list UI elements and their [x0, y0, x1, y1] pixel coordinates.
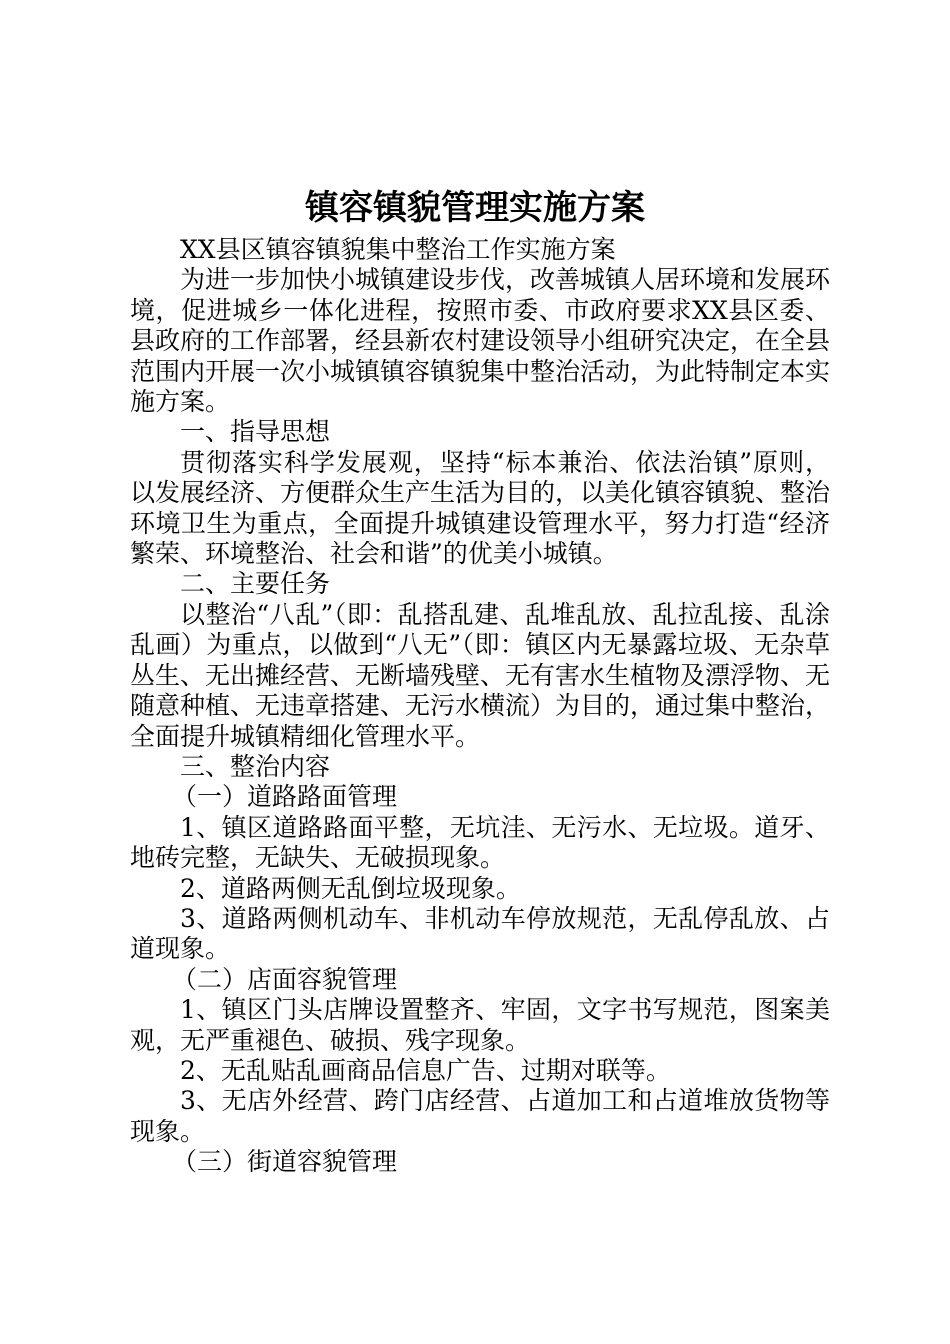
- subsection-street-management: （三）街道容貌管理: [172, 1147, 398, 1177]
- storefront-item-1: 1、镇区门头店牌设置整齐、牢固，文字书写规范，图案美观，无严重褪色、破损、残字现象。: [130, 995, 830, 1055]
- subsection-road-management: （一）道路路面管理: [172, 782, 398, 812]
- main-tasks-paragraph: 以整治“八乱”（即：乱搭乱建、乱堆乱放、乱拉乱接、乱涂乱画）为重点，以做到“八无”（即：镇区内无暴露垃圾、无杂草丛生、无出摊经营、无断墙残壁、无有害水生植物及漂浮物、无随意种植、无违章搭建、无污水横流）为目的，通过集中整治，全面提升城镇精细化管理水平。: [130, 599, 831, 751]
- section-heading-content: 三、整治内容: [180, 751, 331, 781]
- storefront-item-2: 2、无乱贴乱画商品信息广告、过期对联等。: [180, 1055, 671, 1085]
- document-title: 镇容镇貌管理实施方案: [305, 188, 645, 228]
- subsection-storefront-management: （二）店面容貌管理: [172, 964, 398, 994]
- intro-paragraph: 为进一步加快小城镇建设步伐，改善城镇人居环境和发展环境，促进城乡一体化进程，按照市委、市政府要求XX县区委、县政府的工作部署，经县新农村建设领导小组研究决定，在全县范围内开展一次小城镇镇容镇貌集中整治活动，为此特制定本实施方案。: [130, 265, 831, 417]
- subtitle-paragraph: XX县区镇容镇貌集中整治工作实施方案: [180, 235, 616, 264]
- guiding-thought-paragraph: 贯彻落实科学发展观，坚持“标本兼治、依法治镇”原则，以发展经济、方便群众生产生活为目的，以美化镇容镇貌、整治环境卫生为重点，全面提升城镇建设管理水平，努力打造“经济繁荣、环境整治、社会和谐”的优美小城镇。: [130, 447, 831, 569]
- section-heading-guiding-thought: 一、指导思想: [180, 417, 331, 447]
- storefront-item-3: 3、无店外经营、跨门店经营、占道加工和占道堆放货物等现象。: [130, 1086, 830, 1146]
- document-body: [130, 235, 830, 1178]
- section-heading-main-tasks: 二、主要任务: [180, 569, 331, 599]
- road-item-2: 2、道路两侧无乱倒垃圾现象。: [180, 873, 521, 903]
- road-item-3: 3、道路两侧机动车、非机动车停放规范，无乱停乱放、占道现象。: [130, 903, 830, 964]
- road-item-1: 1、镇区道路路面平整，无坑洼、无污水、无垃圾。道牙、地砖完整，无缺失、无破损现象。: [130, 812, 830, 873]
